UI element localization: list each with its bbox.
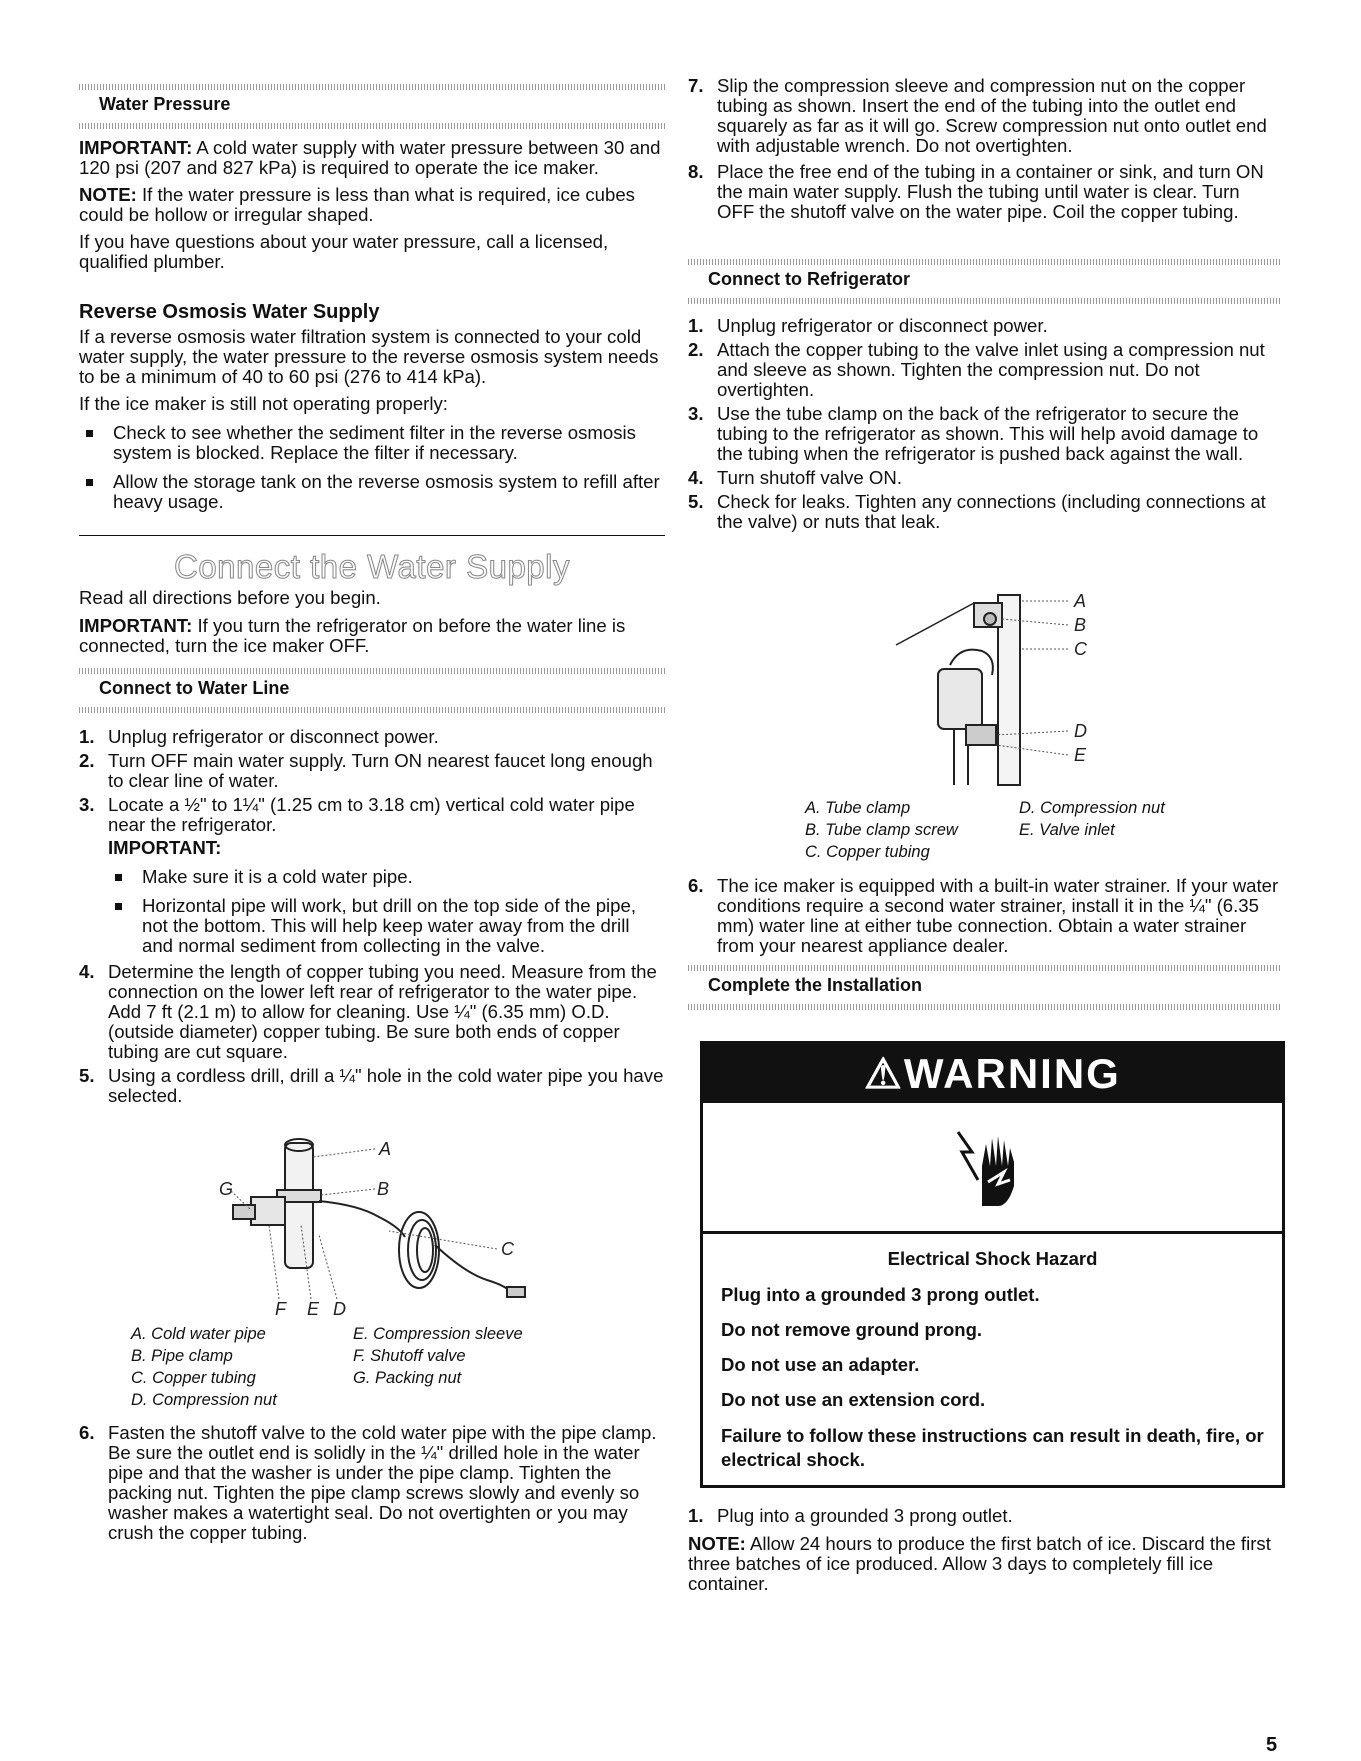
section-heading: Water Pressure: [99, 94, 231, 114]
figure-captions: [131, 1323, 331, 1411]
list-item: 1. Unplug refrigerator or disconnect power.: [688, 315, 1048, 336]
list-item: 3. Locate a ½" to 1¼" (1.25 cm to 3.18 cm) vertical cold water pipe near the refrigerator.: [79, 794, 635, 835]
figure-letter: F: [275, 1299, 286, 1319]
complete-heading: [688, 965, 1280, 1010]
list-item: 8. Place the free end of the tubing in a container or sink, and turn ON the main water supply. Flush the tubing until water is clear. Turn OFF the shutoff valve on the water pipe. Coil the copper tubing.: [688, 161, 1264, 222]
caption: E. Valve inlet: [1019, 821, 1115, 839]
warning-line: Do not use an extension cord.: [721, 1389, 986, 1410]
paragraph: If you have questions about your water pressure, call a licensed, qualified plumber.: [79, 231, 609, 272]
caption: B. Pipe clamp: [131, 1347, 233, 1365]
list-item: 4. Determine the length of copper tubing you need. Measure from the connection on the lower left rear of refrigerator to the water pipe. Add 7 ft (2.1 m) to allow for cleaning. Use ¼" (6.35 mm) O.D. (outside diameter) copper tubing. Be sure both ends of copper tubing are cut square.: [79, 961, 657, 1062]
paragraph: A cold water supply with water pressure between 30 and 120 psi (207 and 827 kPa) is required to operate the ice maker.: [79, 137, 661, 178]
figure-letter: D: [1074, 721, 1087, 741]
note-label: NOTE:: [688, 1533, 746, 1554]
divider: [79, 707, 665, 713]
rule: [79, 535, 665, 536]
fridge-heading: [688, 259, 1280, 304]
caption: B. Tube clamp screw: [805, 821, 958, 839]
list-item: 5. Using a cordless drill, drill a ¼" hole in the cold water pipe you have selected.: [79, 1065, 664, 1106]
figure-letter: C: [1074, 639, 1087, 659]
important-label: IMPORTANT:: [79, 615, 193, 636]
divider: [79, 668, 665, 674]
caption: D. Compression nut: [131, 1391, 277, 1409]
divider: [688, 1004, 1280, 1010]
caption: G. Packing nut: [353, 1369, 462, 1387]
warning-line: Do not remove ground prong.: [721, 1319, 983, 1340]
connect-intro: [79, 588, 665, 656]
list-item: 4. Turn shutoff valve ON.: [688, 467, 902, 488]
electric-shock-hand-icon: [948, 1122, 1038, 1212]
warning-triangle-icon: ⚠: [864, 1050, 904, 1097]
water-line-heading: [79, 668, 665, 713]
divider: [688, 259, 1280, 265]
list-item: Make sure it is a cold water pipe.: [108, 867, 665, 887]
list-item: 6. Fasten the shutoff valve to the cold water pipe with the pipe clamp. Be sure the outlet end is solidly in the ¼" drilled hole in the water pipe and that the washer is under the pipe clamp. Tighten the packing nut. Tighten the pipe clamp screws slowly and evenly so washer makes a watertight seal. Do not overtighten or you may crush the copper tubing.: [79, 1422, 657, 1543]
caption: E. Compression sleeve: [353, 1325, 523, 1343]
caption: F. Shutoff valve: [353, 1347, 466, 1365]
complete-steps: [688, 1506, 1280, 1594]
paragraph: If the ice maker is still not operating properly:: [79, 393, 448, 414]
caption: A. Tube clamp: [805, 799, 911, 817]
warning-line: Failure to follow these instructions can result in death, fire, or electrical shock.: [721, 1425, 1264, 1470]
warning-title: WARNING: [903, 1050, 1121, 1097]
list-item: 1. Unplug refrigerator or disconnect power.: [79, 726, 439, 747]
list-item: Check to see whether the sediment filter in the reverse osmosis system is blocked. Replace the filter if necessary.: [79, 423, 665, 463]
page-number: 5: [1266, 1734, 1278, 1756]
paragraph: If the water pressure is less than what is required, ice cubes could be hollow or irregular shaped.: [79, 184, 635, 225]
divider: [688, 298, 1280, 304]
divider: [688, 965, 1280, 971]
page-section-title: Connect the Water Supply: [174, 548, 570, 585]
figure-letter: D: [333, 1299, 346, 1319]
divider: [79, 123, 665, 129]
caption: C. Copper tubing: [805, 843, 930, 861]
fridge-steps: [688, 316, 1280, 532]
caption: A. Cold water pipe: [131, 1325, 266, 1343]
shock-symbol-panel: [703, 1103, 1282, 1234]
list-item: 7. Slip the compression sleeve and compression nut on the copper tubing as shown. Insert the end of the tubing into the outlet end squarely as far as it will go. Screw compression nut onto outlet end with adjustable wrench. Do not overtighten.: [688, 75, 1267, 156]
water-pressure-section: [79, 84, 665, 129]
steps-continued: [688, 76, 1280, 222]
list-item: Allow the storage tank on the reverse osmosis system to refill after heavy usage.: [79, 472, 665, 512]
figure-letter: A: [1074, 591, 1087, 611]
figure-letter: B: [377, 1179, 390, 1199]
reverse-osmosis-section: [79, 301, 665, 512]
warning-header: [703, 1044, 1282, 1103]
figure-letter: B: [1074, 615, 1087, 635]
warning-line: Do not use an adapter.: [721, 1354, 920, 1375]
refrigerator-connection-diagram: [878, 585, 1118, 795]
section-heading: Reverse Osmosis Water Supply: [79, 301, 380, 323]
figure-letter: A: [379, 1139, 392, 1159]
figure-captions: [805, 797, 1015, 863]
list-item: 2. Attach the copper tubing to the valve inlet using a compression nut and sleeve as shown. Tighten the compression nut. Do not overtighten.: [688, 339, 1265, 400]
water-pressure-body: [79, 138, 665, 272]
divider: [79, 84, 665, 90]
paragraph: Read all directions before you begin.: [79, 587, 381, 608]
figure-captions: [1019, 797, 1239, 841]
list-item: 1. Plug into a grounded 3 prong outlet.: [688, 1505, 1013, 1526]
warning-line: Plug into a grounded 3 prong outlet.: [721, 1284, 1040, 1305]
shutoff-valve-diagram: [189, 1135, 549, 1320]
note-label: NOTE:: [79, 184, 137, 205]
important-label: IMPORTANT:: [79, 137, 193, 158]
list-item: 5. Check for leaks. Tighten any connections (including connections at the valve) or nuts that leak.: [688, 491, 1266, 532]
figure-letter: G: [219, 1179, 234, 1199]
hazard-title: Electrical Shock Hazard: [887, 1248, 1098, 1269]
paragraph: If a reverse osmosis water filtration system is connected to your cold water supply, the water pressure to the reverse osmosis system needs to be a minimum of 40 to 60 psi (276 to 414 kPa).: [79, 326, 659, 387]
list-item: 6. The ice maker is equipped with a built-in water strainer. If your water conditions require a second water strainer, install it in the ¼" (6.35 mm) water line at either tube connection. Obtain a water strainer from your nearest appliance dealer.: [688, 875, 1279, 956]
figure-letter: E: [1074, 745, 1087, 765]
paragraph: If you turn the refrigerator on before the water line is connected, turn the ice maker OFF.: [79, 615, 626, 656]
section-heading: Complete the Installation: [708, 975, 923, 995]
warning-box: [700, 1041, 1285, 1488]
caption: C. Copper tubing: [131, 1369, 256, 1387]
list-item: 2. Turn OFF main water supply. Turn ON nearest faucet long enough to clear line of water.: [79, 750, 653, 791]
section-heading: Connect to Refrigerator: [708, 269, 911, 289]
list-item: Horizontal pipe will work, but drill on the top side of the pipe, not the bottom. This will help keep water away from the drill and normal sediment from collecting in the valve.: [108, 896, 665, 956]
important-label: IMPORTANT:: [108, 837, 222, 858]
caption: D. Compression nut: [1019, 799, 1165, 817]
list-item: 3. Use the tube clamp on the back of the refrigerator to secure the tubing to the refrigerator as shown. This will help avoid damage to the tubing when the refrigerator is pushed back against the wall.: [688, 403, 1259, 464]
water-line-steps: [79, 727, 665, 1106]
figure-letter: C: [501, 1239, 514, 1259]
figure-letter: E: [307, 1299, 320, 1319]
section-heading: Connect to Water Line: [99, 678, 290, 698]
paragraph: Allow 24 hours to produce the first batch of ice. Discard the first three batches of ice produced. Allow 3 days to completely fill ice container.: [688, 1533, 1271, 1594]
figure-captions: [353, 1323, 593, 1389]
